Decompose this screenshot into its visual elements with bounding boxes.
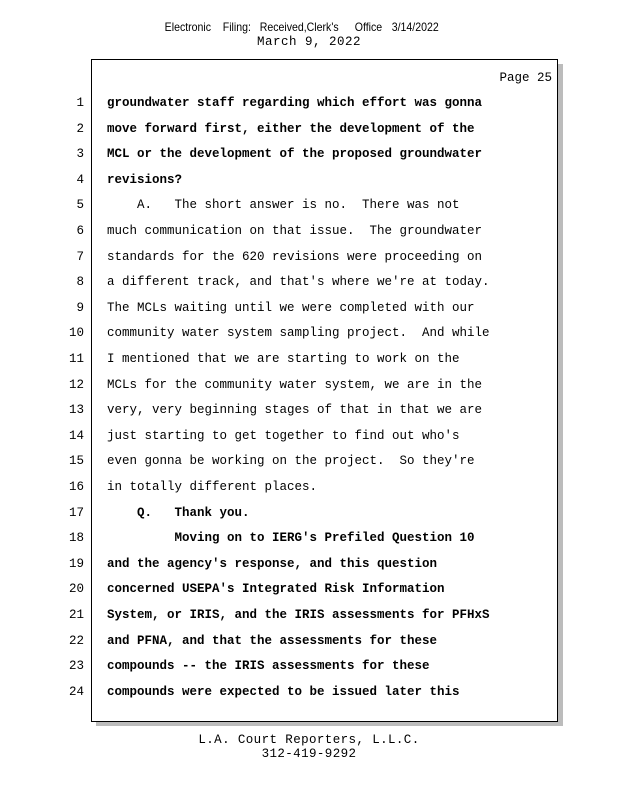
- filing-label: Filing:: [222, 20, 251, 34]
- transcript-line: Q. Thank you.: [107, 505, 250, 520]
- line-number: 18: [68, 531, 84, 546]
- transcript-line: just starting to get together to find out who's: [107, 428, 460, 443]
- transcript-line: The MCLs waiting until we were completed with our: [107, 300, 475, 315]
- transcript-line: and PFNA, and that the assessments for these: [107, 633, 438, 648]
- line-number: 22: [68, 633, 84, 648]
- transcript-line: I mentioned that we are starting to work on the: [107, 352, 460, 366]
- transcript-line: even gonna be working on the project. So they're: [107, 454, 475, 469]
- line-number: 4: [76, 172, 84, 187]
- line-number: 11: [68, 352, 84, 366]
- transcript-line: and the agency's response, and this question: [107, 556, 438, 571]
- transcript-line: A. The short answer is no. There was not: [107, 198, 460, 213]
- line-number: 5: [76, 198, 84, 213]
- line-number: 1: [76, 96, 84, 110]
- line-number: 14: [68, 428, 84, 443]
- footer-phone: 312-419-9292: [261, 747, 357, 761]
- line-number: 12: [68, 377, 84, 392]
- transcript-line: revisions?: [107, 172, 183, 187]
- footer-company: L.A. Court Reporters, L.L.C.: [198, 733, 420, 747]
- line-number: 15: [68, 454, 84, 469]
- transcript-line: Moving on to IERG's Prefiled Question 10: [107, 531, 475, 546]
- transcript-line: move forward first, either the development of the: [107, 121, 475, 136]
- filing-received: Received,Clerk's: [259, 20, 339, 34]
- line-number: 10: [68, 326, 84, 341]
- line-number: 8: [76, 275, 84, 290]
- transcript-line: MCLs for the community water system, we are in the: [107, 377, 483, 392]
- line-number: 6: [76, 224, 84, 238]
- line-number: 24: [68, 684, 84, 699]
- line-number: 9: [76, 300, 84, 315]
- filing-office: Office: [354, 20, 383, 34]
- filing-electronic: Electronic: [164, 20, 212, 34]
- line-number: 2: [76, 121, 84, 136]
- transcript-line: a different track, and that's where we're at today.: [107, 275, 490, 290]
- line-number: 16: [68, 480, 84, 494]
- transcript-line: standards for the 620 revisions were proceeding on: [107, 249, 483, 264]
- transcript-line: System, or IRIS, and the IRIS assessments for PFHxS: [107, 608, 490, 622]
- line-number: 20: [68, 582, 84, 597]
- line-number: 3: [76, 147, 84, 162]
- transcript-line: very, very beginning stages of that in that we are: [107, 403, 483, 418]
- page-number: Page 25: [499, 71, 552, 85]
- transcript-line: MCL or the development of the proposed groundwater: [107, 147, 483, 162]
- transcript-line: concerned USEPA's Integrated Risk Information: [107, 582, 445, 597]
- line-number: 21: [68, 608, 84, 622]
- line-number: 23: [68, 659, 84, 674]
- transcript-line: groundwater staff regarding which effort was gonna: [107, 96, 483, 110]
- transcript-line: compounds -- the IRIS assessments for these: [107, 659, 430, 674]
- filing-date: 3/14/2022: [391, 20, 439, 34]
- header-date: March 9, 2022: [256, 35, 362, 49]
- transcript-line: much communication on that issue. The groundwater: [107, 224, 483, 238]
- line-number: 13: [68, 403, 84, 418]
- transcript-line: community water system sampling project. And while: [107, 326, 490, 341]
- transcript-line: in totally different places.: [107, 480, 318, 494]
- line-number: 19: [68, 556, 84, 571]
- filing-stamp: [37, 20, 581, 36]
- transcript-line: compounds were expected to be issued later this: [107, 684, 460, 699]
- line-number: 17: [68, 505, 84, 520]
- line-number: 7: [76, 249, 84, 264]
